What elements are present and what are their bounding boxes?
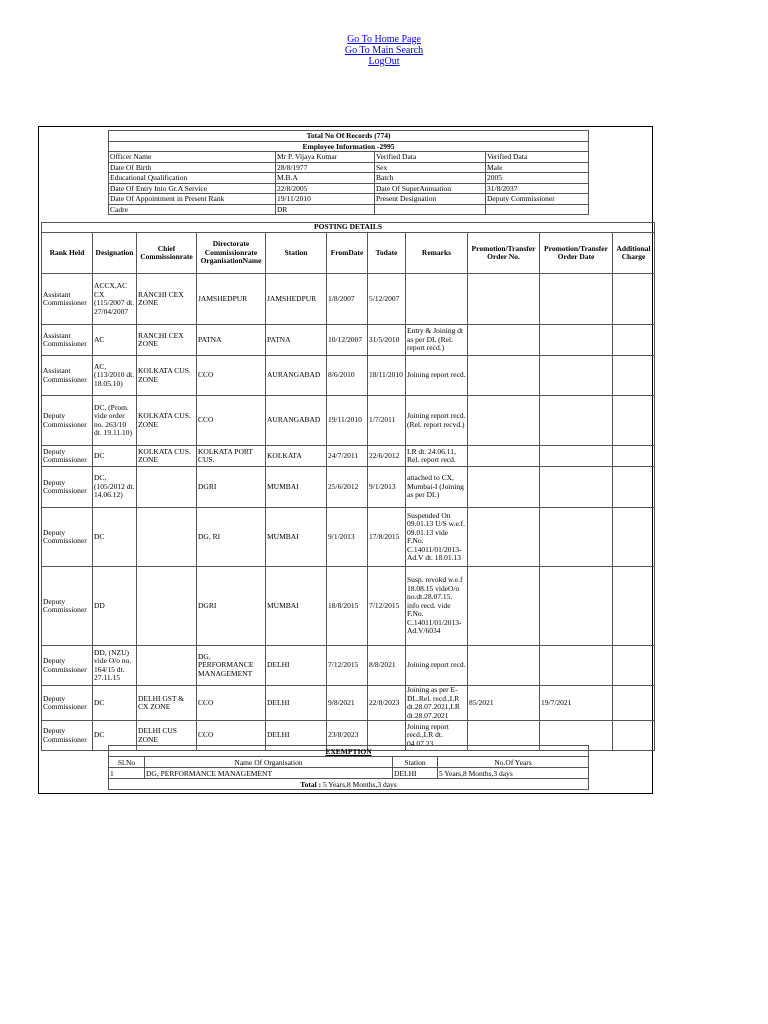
info-cell: DR	[276, 204, 375, 215]
posting-cell	[613, 274, 655, 325]
posting-cell: Assistant Commissioner	[42, 274, 93, 325]
posting-cell: 9/8/2021	[327, 686, 368, 721]
posting-rows	[42, 274, 655, 751]
posting-cell: 9/1/2013	[368, 467, 406, 508]
main-search-link[interactable]: Go To Main Search	[344, 45, 424, 56]
posting-cell	[540, 567, 613, 646]
posting-cell: Suspended On 09.01.13 U/S w.e.f. 09.01.13 vide F.No. C.14011/01/2013-Ad.V dt. 18.01.13	[406, 508, 468, 567]
posting-column-header: FromDate	[327, 233, 368, 274]
posting-cell: DG, RI	[197, 508, 266, 567]
posting-column-header: Additional Charge	[613, 233, 655, 274]
posting-cell: Deputy Commissioner	[42, 467, 93, 508]
posting-cell: 8/8/2021	[368, 646, 406, 686]
total-records: Total No Of Records (774)	[109, 131, 589, 142]
info-cell: 28/8/1977	[276, 162, 375, 173]
info-cell: Educational Qualification	[109, 173, 276, 184]
info-row	[109, 204, 589, 215]
posting-cell: DC	[93, 686, 137, 721]
posting-details-title: POSTING DETAILS	[42, 223, 655, 233]
posting-cell: MUMBAI	[266, 567, 327, 646]
info-cell: Officer Name	[109, 152, 276, 163]
exemption-cell: 5 Years,8 Months,3 days	[438, 768, 589, 779]
posting-cell	[613, 325, 655, 356]
employee-info-table	[108, 130, 589, 215]
info-row	[109, 152, 589, 163]
posting-cell: AC	[93, 325, 137, 356]
posting-cell: RANCHI CEX ZONE	[137, 325, 197, 356]
info-cell: Sex	[375, 162, 486, 173]
posting-cell	[540, 446, 613, 467]
posting-cell: 22/8/2023	[368, 686, 406, 721]
posting-cell: MUMBAI	[266, 508, 327, 567]
posting-cell	[540, 356, 613, 396]
posting-row	[42, 274, 655, 325]
posting-cell: Deputy Commissioner	[42, 686, 93, 721]
info-cell	[486, 204, 589, 215]
posting-cell	[406, 274, 468, 325]
posting-cell: DGRI	[197, 467, 266, 508]
posting-cell: DC	[93, 446, 137, 467]
posting-cell	[613, 686, 655, 721]
exemption-column-header: Name Of Organisation	[145, 757, 393, 768]
info-cell: Male	[486, 162, 589, 173]
posting-cell: CCO	[197, 356, 266, 396]
posting-column-header: Todate	[368, 233, 406, 274]
posting-cell: Joining report recd.	[406, 646, 468, 686]
info-cell: Mr P. Vijaya Kumar	[276, 152, 375, 163]
exemption-title: EXEMPTION	[109, 746, 589, 757]
exemption-column-header: Sl.No	[109, 757, 145, 768]
posting-cell: 17/8/2015	[368, 508, 406, 567]
posting-cell: PATNA	[197, 325, 266, 356]
posting-row	[42, 446, 655, 467]
exemption-column-header: Station	[393, 757, 438, 768]
posting-cell: 85/2021	[468, 686, 540, 721]
posting-cell: 18/8/2015	[327, 567, 368, 646]
posting-cell	[468, 356, 540, 396]
posting-cell	[613, 446, 655, 467]
posting-cell: AURANGABAD	[266, 396, 327, 446]
posting-cell: JAMSHEDPUR	[266, 274, 327, 325]
posting-column-header: Chief Commissionrate	[137, 233, 197, 274]
posting-cell	[468, 396, 540, 446]
employee-record-panel	[38, 126, 653, 794]
info-row	[109, 183, 589, 194]
posting-cell	[468, 446, 540, 467]
info-row	[109, 173, 589, 184]
posting-cell: DC, (105/2012 dt. 14.06.12)	[93, 467, 137, 508]
posting-cell: Deputy Commissioner	[42, 567, 93, 646]
posting-cell: 1/7/2011	[368, 396, 406, 446]
info-row	[109, 194, 589, 205]
posting-cell: RANCHI CEX ZONE	[137, 274, 197, 325]
posting-cell: 31/5/2010	[368, 325, 406, 356]
posting-cell: 7/12/2015	[368, 567, 406, 646]
posting-cell: JAMSHEDPUR	[197, 274, 266, 325]
posting-cell: DGRI	[197, 567, 266, 646]
posting-column-header: Remarks	[406, 233, 468, 274]
exemption-cell: DG, PERFORMANCE MANAGEMENT	[145, 768, 393, 779]
info-cell: 31/8/2037	[486, 183, 589, 194]
posting-cell: CCO	[197, 721, 266, 751]
posting-row	[42, 508, 655, 567]
posting-cell: KOLKATA PORT CUS.	[197, 446, 266, 467]
posting-cell: DELHI	[266, 686, 327, 721]
posting-cell	[540, 508, 613, 567]
posting-row	[42, 396, 655, 446]
posting-cell: KOLKATA CUS. ZONE	[137, 446, 197, 467]
info-cell: M.B.A	[276, 173, 375, 184]
posting-row	[42, 325, 655, 356]
posting-cell: Assistant Commissioner	[42, 356, 93, 396]
posting-cell: DELHI CUS ZONE	[137, 721, 197, 751]
posting-cell: CCO	[197, 686, 266, 721]
posting-row	[42, 467, 655, 508]
top-navigation	[0, 34, 768, 67]
posting-cell	[468, 467, 540, 508]
posting-cell: 7/12/2015	[327, 646, 368, 686]
posting-column-header: Promotion/Transfer Order No.	[468, 233, 540, 274]
posting-cell: KOLKATA CUS. ZONE	[137, 356, 197, 396]
info-row	[109, 162, 589, 173]
posting-cell: DC, (Prom. vide order no. 263/10 dt. 19.11.10)	[93, 396, 137, 446]
posting-cell	[137, 467, 197, 508]
info-cell: Date Of SuperAnnuation	[375, 183, 486, 194]
posting-cell: DD	[93, 567, 137, 646]
posting-cell: 19/11/2010	[327, 396, 368, 446]
info-cell	[375, 204, 486, 215]
posting-cell: 18/11/2010	[368, 356, 406, 396]
info-cell: Deputy Commissioner	[486, 194, 589, 205]
posting-cell: 22/6/2012	[368, 446, 406, 467]
exemption-cell: DELHI	[393, 768, 438, 779]
posting-cell: Deputy Commissioner	[42, 446, 93, 467]
total-label: Total :	[300, 779, 322, 789]
posting-cell	[613, 567, 655, 646]
posting-cell: 23/8/2023	[327, 721, 368, 751]
posting-column-header: Rank Held	[42, 233, 93, 274]
posting-cell: 19/7/2021	[540, 686, 613, 721]
posting-cell	[540, 274, 613, 325]
posting-cell: LR dt. 24.06.11, Rel. report recd.	[406, 446, 468, 467]
posting-cell: Susp. revokd w.e.f 18.08.15 videO/o no.dt.28.07.15. info recd. vide F.No. C.14011/01/2013-Ad.V/6034	[406, 567, 468, 646]
posting-cell: attached to CX, Mumbai-I (Joining as per DL)	[406, 467, 468, 508]
posting-cell	[613, 396, 655, 446]
posting-cell	[613, 646, 655, 686]
posting-details-table	[41, 222, 655, 751]
posting-cell: CCO	[197, 396, 266, 446]
posting-cell	[468, 567, 540, 646]
posting-header-row	[42, 233, 655, 274]
posting-cell	[468, 274, 540, 325]
posting-cell: DELHI	[266, 646, 327, 686]
posting-row	[42, 646, 655, 686]
posting-cell: PATNA	[266, 325, 327, 356]
exemption-row	[109, 768, 589, 779]
posting-cell: Deputy Commissioner	[42, 646, 93, 686]
posting-cell: KOLKATA	[266, 446, 327, 467]
total-value: 5 Years,8 Months,3 days	[322, 779, 397, 789]
posting-row	[42, 567, 655, 646]
posting-cell: 10/12/2007	[327, 325, 368, 356]
posting-row	[42, 356, 655, 396]
info-cell: Date Of Appointment in Present Rank	[109, 194, 276, 205]
posting-cell	[613, 508, 655, 567]
info-cell: Batch	[375, 173, 486, 184]
posting-cell: Joining report recd.	[406, 356, 468, 396]
posting-cell: DD, (NZU) vide O/o no. 164/15 dt. 27.11.15	[93, 646, 137, 686]
posting-cell	[137, 646, 197, 686]
posting-cell	[468, 325, 540, 356]
posting-cell: 1/8/2007	[327, 274, 368, 325]
posting-cell	[540, 325, 613, 356]
posting-cell: Joining report recd. (Rel. report recvd.)	[406, 396, 468, 446]
posting-cell: DC	[93, 721, 137, 751]
info-cell: Date Of Entry Into Gr.A Service	[109, 183, 276, 194]
posting-cell	[468, 508, 540, 567]
posting-cell	[613, 467, 655, 508]
exemption-rows	[109, 768, 589, 779]
info-cell: Verified Data	[375, 152, 486, 163]
posting-cell: Deputy Commissioner	[42, 508, 93, 567]
posting-cell: Deputy Commissioner	[42, 396, 93, 446]
posting-cell: Entry & Joining dt as per DL (Rel. report recd.)	[406, 325, 468, 356]
posting-cell	[613, 721, 655, 751]
employee-info-rows	[109, 152, 589, 215]
posting-cell: 25/6/2012	[327, 467, 368, 508]
posting-column-header: Promotion/Transfer Order Date	[540, 233, 613, 274]
info-cell: Present Designation	[375, 194, 486, 205]
posting-row	[42, 686, 655, 721]
posting-cell: Joining as per E-DL.Rel. recd.,LR dt.28.07.2021,LR dt.28.07.2021	[406, 686, 468, 721]
posting-cell	[137, 567, 197, 646]
posting-column-header: Directorate Commissionrate OrganisationName	[197, 233, 266, 274]
info-cell: 19/11/2010	[276, 194, 375, 205]
posting-cell: AURANGABAD	[266, 356, 327, 396]
posting-cell: 8/6/2010	[327, 356, 368, 396]
home-link[interactable]: Go To Home Page	[347, 34, 421, 45]
posting-cell: MUMBAI	[266, 467, 327, 508]
info-cell: 2005	[486, 173, 589, 184]
posting-cell: DELHI	[266, 721, 327, 751]
posting-column-header: Designation	[93, 233, 137, 274]
posting-cell	[613, 356, 655, 396]
posting-cell	[137, 508, 197, 567]
posting-cell	[468, 646, 540, 686]
info-cell: Verified Data	[486, 152, 589, 163]
exemption-column-header: No.Of Years	[438, 757, 589, 768]
posting-cell: Deputy Commissioner	[42, 721, 93, 751]
posting-cell: DELHI GST & CX ZONE	[137, 686, 197, 721]
employee-info-heading: Employee Information -2995	[109, 141, 589, 152]
posting-cell	[540, 467, 613, 508]
posting-cell: DC	[93, 508, 137, 567]
posting-cell: DG, PERFORMANCE MANAGEMENT	[197, 646, 266, 686]
posting-cell: KOLKATA CUS. ZONE	[137, 396, 197, 446]
exemption-total	[109, 779, 589, 790]
exemption-cell: 1	[109, 768, 145, 779]
info-cell: Cadre	[109, 204, 276, 215]
info-cell: 22/8/2005	[276, 183, 375, 194]
posting-cell: AC, (113/2010 dt. 18.05.10)	[93, 356, 137, 396]
exemption-header-row	[109, 757, 589, 768]
exemption-table	[108, 745, 589, 790]
posting-cell: Assistant Commissioner	[42, 325, 93, 356]
posting-cell: Joining report recd.,LR dt. 04.07.23	[406, 721, 468, 751]
posting-cell: 9/1/2013	[327, 508, 368, 567]
posting-cell: ACCX,AC CX (115/2007 dt. 27/04/2007	[93, 274, 137, 325]
posting-cell	[540, 646, 613, 686]
logout-link[interactable]: LogOut	[368, 56, 400, 67]
info-cell: Date Of Birth	[109, 162, 276, 173]
posting-cell	[540, 396, 613, 446]
posting-column-header: Station	[266, 233, 327, 274]
posting-cell: 24/7/2011	[327, 446, 368, 467]
posting-cell: 5/12/2007	[368, 274, 406, 325]
